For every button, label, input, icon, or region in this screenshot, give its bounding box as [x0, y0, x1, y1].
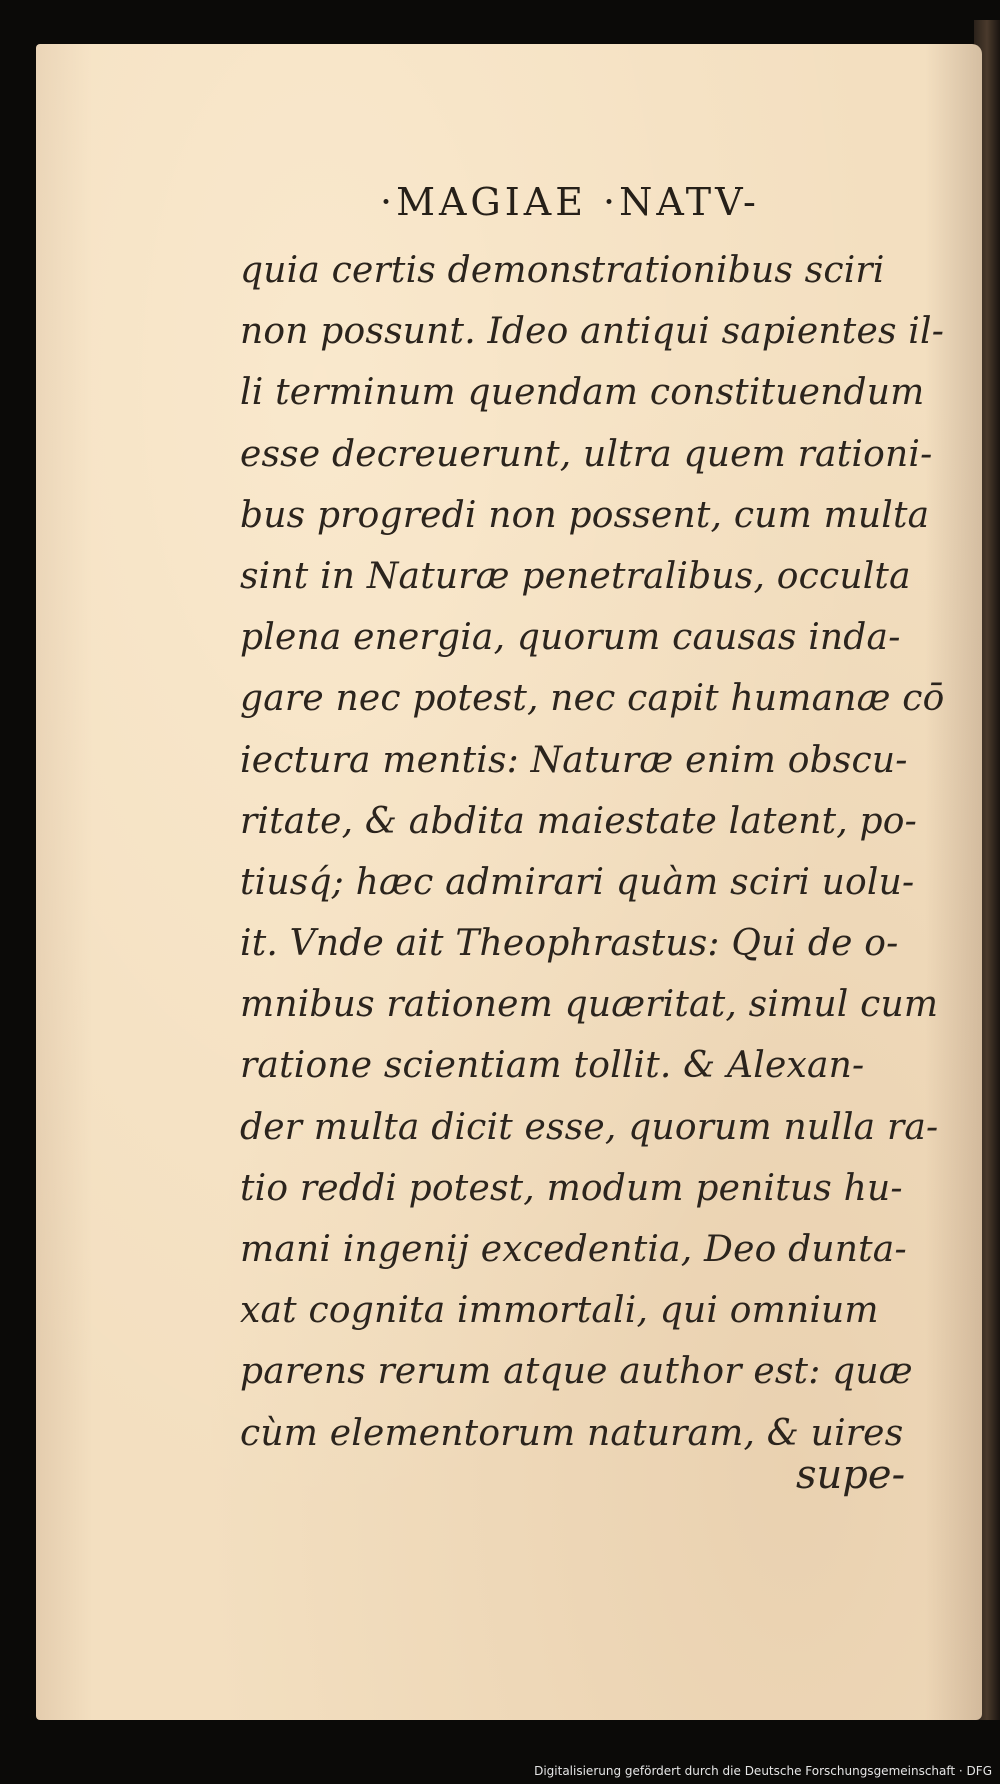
text-line: esse decreuerunt, ultra quem rationi-	[240, 433, 933, 475]
text-line: it. Vnde ait Theophrastus: Qui de o-	[240, 923, 899, 965]
text-line: tiusq́; hæc admirari quàm sciri uolu-	[240, 861, 915, 903]
text-line: parens rerum atque author est: quæ	[240, 1351, 913, 1393]
text-line: tio reddi potest, modum penitus hu-	[240, 1167, 903, 1209]
text-line: iectura mentis: Naturæ enim obscu-	[240, 739, 908, 781]
text-line: cùm elementorum naturam, & uires	[240, 1412, 904, 1454]
text-line: mnibus rationem quæritat, simul cum	[240, 984, 939, 1026]
digitization-credit: Digitalisierung gefördert durch die Deutsche Forschungsgemeinschaft · DFG	[534, 1764, 992, 1778]
text-line: li terminum quendam constituendum	[240, 372, 925, 414]
body-text	[240, 240, 945, 1464]
text-line: der multa dicit esse, quorum nulla ra-	[240, 1106, 939, 1148]
text-line: plena energia, quorum causas inda-	[240, 617, 901, 659]
running-header: ·MAGIAE ·NATV-	[380, 180, 760, 224]
text-line: gare nec potest, nec capit humanæ cō	[240, 678, 945, 720]
text-line: mani ingenij excedentia, Deo dunta-	[240, 1229, 907, 1270]
text-line: non possunt. Ideo antiqui sapientes il-	[240, 311, 945, 353]
text-line: quia certis demonstrationibus sciri	[240, 250, 885, 291]
text-line: ratione scientiam tollit. & Alexan-	[240, 1045, 865, 1087]
catchword: supe-	[796, 1452, 906, 1498]
text-line: sint in Naturæ penetralibus, occulta	[240, 555, 911, 597]
text-line: ritate, & abdita maiestate latent, po-	[240, 800, 918, 842]
text-line: xat cognita immortali, qui omnium	[240, 1290, 879, 1332]
text-line: bus progredi non possent, cum multa	[240, 494, 930, 536]
